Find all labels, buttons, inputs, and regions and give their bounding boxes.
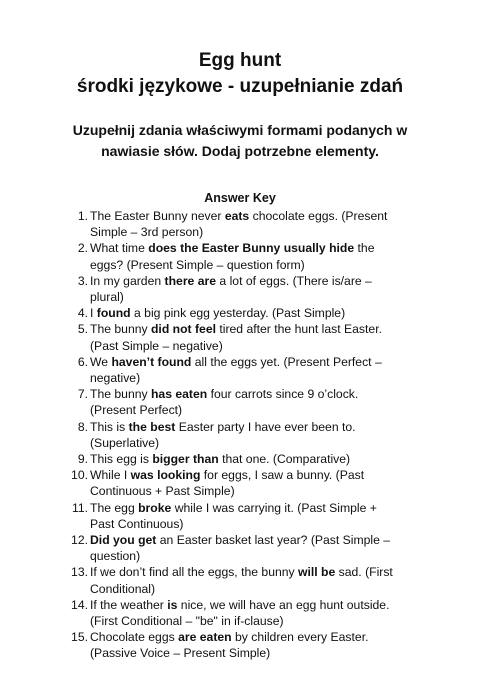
- item-text-before: The bunny: [90, 387, 151, 402]
- item-text-after: nice, we will have an egg hunt outside. (First Conditional – "be" in if-clause): [90, 597, 390, 629]
- list-item: [77, 451, 404, 467]
- item-answer: bigger than: [152, 452, 219, 467]
- title-line-1: Egg hunt: [198, 50, 282, 71]
- instructions: Uzupełnij zdania właściwymi formami podanych w nawiasie słów. Dodaj potrzebne elementy.: [72, 122, 408, 159]
- list-item: [77, 321, 404, 353]
- item-text-before: This is: [90, 419, 129, 434]
- item-answer: did not feel: [150, 322, 216, 337]
- item-text-after: the eggs? (Present Simple – question form): [90, 241, 375, 272]
- item-answer: there are: [164, 273, 217, 288]
- item-number: 13.: [71, 565, 88, 580]
- item-text-after: tired after the hunt last Easter. (Past Simple – negative): [90, 322, 382, 353]
- item-text-before: The egg: [90, 500, 139, 515]
- item-number: 5.: [77, 322, 88, 337]
- item-text-before: If we don’t find all the eggs, the bunny: [90, 565, 299, 580]
- item-text-before: This egg is: [90, 452, 153, 467]
- item-text-before: The Easter Bunny never: [90, 209, 225, 223]
- list-item: [71, 629, 404, 661]
- item-number: 10.: [71, 468, 88, 483]
- answer-key-heading: Answer Key: [204, 191, 276, 205]
- item-text-before: The bunny: [90, 322, 151, 337]
- item-answer: eats: [224, 209, 250, 223]
- list-item: [77, 305, 404, 321]
- item-answer: broke: [138, 500, 172, 515]
- list-item: [77, 386, 404, 418]
- item-text-after: all the eggs yet. (Present Perfect – negative): [90, 354, 382, 386]
- item-text-before: If the weather: [90, 597, 168, 612]
- item-number: 11.: [71, 500, 88, 515]
- item-text-before: I: [90, 306, 97, 321]
- item-text-after: chocolate eggs. (Present Simple – 3rd person): [90, 209, 388, 240]
- item-answer: found: [96, 306, 131, 321]
- item-text-before: What time: [90, 241, 149, 256]
- list-item: [77, 273, 404, 305]
- item-text-after: while I was carrying it. (Past Simple + Past Continuous): [90, 500, 377, 531]
- list-item: [77, 240, 404, 272]
- item-number: 8.: [77, 419, 88, 434]
- item-number: 2.: [77, 241, 88, 256]
- list-item: [71, 597, 404, 629]
- item-answer: the best: [128, 419, 176, 434]
- item-text-after: four carrots since 9 o’clock. (Present Perfect): [90, 387, 359, 418]
- item-text-before: While I: [90, 468, 131, 483]
- item-number: 12.: [71, 533, 88, 548]
- item-answer: Did you get: [90, 533, 157, 548]
- item-text-before: Chocolate eggs: [90, 630, 179, 645]
- item-answer: was looking: [130, 468, 201, 483]
- item-answer: is: [167, 597, 178, 612]
- list-item: [71, 500, 404, 532]
- list-item: [77, 208, 404, 240]
- title-line-2: środki językowe - uzupełnianie zdań: [76, 76, 404, 97]
- item-answer: does the Easter Bunny usually hide: [148, 241, 355, 256]
- item-text-after: a lot of eggs. (There is/are – plural): [90, 273, 372, 305]
- answer-list: [0, 208, 480, 662]
- item-number: 6.: [77, 354, 88, 369]
- list-item: [71, 467, 404, 499]
- item-text-after: Easter party I have ever been to. (Superlative): [90, 419, 356, 450]
- item-number: 3.: [77, 273, 88, 288]
- item-text-after: that one. (Comparative): [218, 452, 351, 467]
- item-answer: will be: [298, 565, 336, 580]
- item-text-after: an Easter basket last year? (Past Simple – question): [90, 533, 391, 564]
- page-title: [0, 48, 480, 100]
- list-item: [77, 419, 404, 451]
- item-number: 15.: [71, 630, 88, 645]
- item-number: 9.: [77, 452, 88, 467]
- item-number: 4.: [77, 306, 88, 321]
- item-answer: haven’t found: [111, 354, 192, 369]
- item-text-after: for eggs, I saw a bunny. (Past Continuous + Past Simple): [90, 468, 365, 499]
- item-text-before: In my garden: [90, 273, 165, 288]
- item-text-after: a big pink egg yesterday. (Past Simple): [130, 306, 346, 321]
- list-item: [71, 532, 404, 564]
- item-text-before: We: [90, 354, 112, 369]
- list-item: [71, 564, 404, 596]
- item-text-after: sad. (First Conditional): [90, 565, 393, 596]
- item-number: 7.: [77, 387, 88, 402]
- item-text-after: by children every Easter. (Passive Voice – Present Simple): [90, 630, 369, 661]
- item-number: 14.: [71, 597, 88, 612]
- item-answer: has eaten: [150, 387, 208, 402]
- item-number: 1.: [77, 209, 88, 223]
- item-answer: are eaten: [178, 630, 232, 645]
- list-item: [77, 354, 404, 386]
